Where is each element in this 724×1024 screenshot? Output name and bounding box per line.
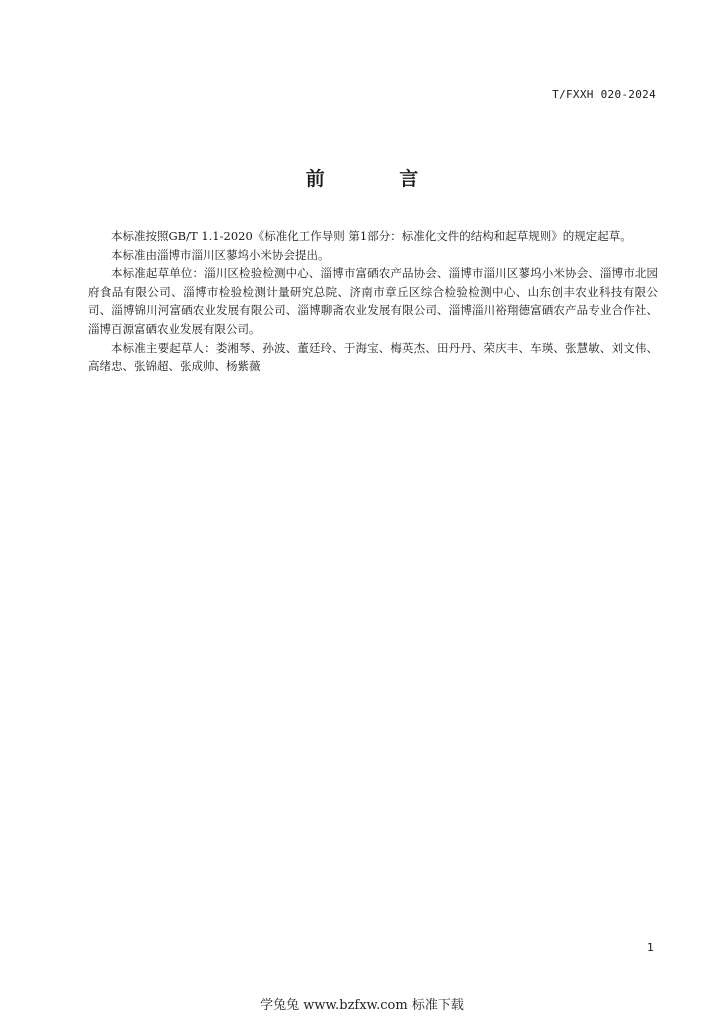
paragraph-main-drafters: 本标准主要起草人：娄湘琴、孙波、董廷玲、于海宝、梅英杰、田丹丹、荣庆丰、车瑛、张慧敏、刘文伟、高绪忠、张锦超、张成帅、杨紫薇 [88,340,658,374]
download-watermark: 学兔兔 www.bzfxw.com 标准下载 [260,998,464,1013]
paragraph-proposer: 本标准由淄博市淄川区蓼坞小米协会提出。 [111,247,330,262]
page-title: 前 言 [305,168,453,190]
paragraph-drafting-units: 本标准起草单位：淄川区检验检测中心、淄博市富硒农产品协会、淄博市淄川区蓼坞小米协会、淄博市北园府食品有限公司、淄博市检验检测计量研究总院、济南市章丘区综合检验检测中心、山东创丰农业科技有限公司、淄博锦川河富硒农业发展有限公司、淄博聊斋农业发展有限公司、淄博淄川裕翔德富硒农产品专业合作社、淄博百源富硒农业发展有限公司。 [88,266,658,336]
paragraph-drafting-rules: 本标准按照GB/T 1.1-2020《标准化工作导则 第1部分：标准化文件的结构和起草规则》的规定起草。 [111,229,632,243]
page-number: 1 [647,941,654,954]
standard-code: T/FXXH 020-2024 [552,88,656,101]
foreword-body [88,227,658,376]
